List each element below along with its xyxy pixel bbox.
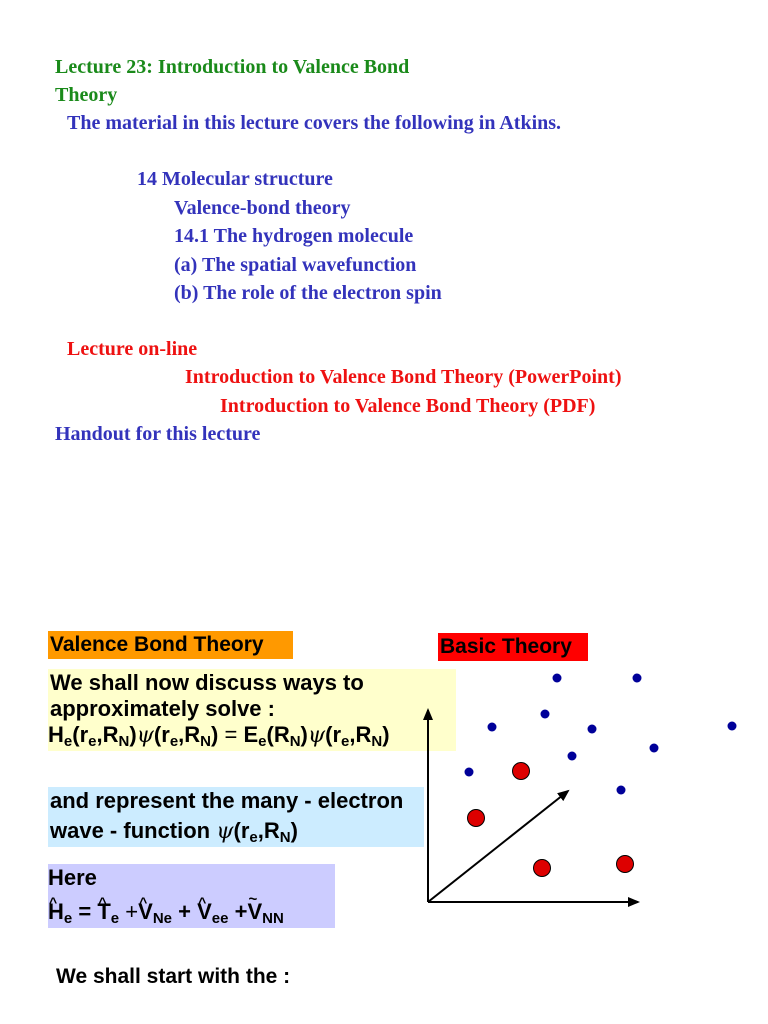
schrodinger-equation: $H_e(r_e,R_N)\psi(r_e,R_N) = E_e(R_N)\psi(r_e,R_N)$ — [48, 722, 390, 750]
electron-dot — [617, 786, 626, 795]
electron-dot — [650, 744, 659, 753]
lecture-title-line1: Lecture 23: Introduction to Valence Bond — [55, 56, 410, 78]
contents-item-b: (b) The role of the electron spin — [174, 282, 442, 304]
link-powerpoint[interactable]: Introduction to Valence Bond Theory (PowerPoint) — [185, 366, 622, 388]
nuclei — [468, 763, 634, 877]
represent-line1: and represent the many - electron — [50, 788, 404, 813]
basic-theory-label: Basic Theory — [440, 635, 572, 658]
nucleus-dot — [617, 856, 634, 873]
nucleus-dot — [513, 763, 530, 780]
electron-dot — [488, 723, 497, 732]
electron-dot — [633, 674, 642, 683]
electron-dot — [588, 725, 597, 734]
handout-link[interactable]: Handout for this lecture — [55, 423, 261, 445]
hamiltonian-equation: ^ $H_e$ = ^ $T_e$ +^ $V_{Ne}$ + ^ $V_{ee}$ +~ $V_{NN}$ — [48, 898, 284, 925]
represent-line2: wave - function $\psi(r_e,R_N)$ — [50, 818, 298, 846]
position-vector-arrow — [428, 791, 568, 902]
start-with-line: We shall start with the : — [56, 965, 291, 988]
electron-dot — [568, 752, 577, 761]
nucleus-dot — [468, 810, 485, 827]
link-pdf[interactable]: Introduction to Valence Bond Theory (PDF) — [220, 395, 596, 417]
online-heading: Lecture on-line — [67, 338, 198, 360]
electron-dot — [541, 710, 550, 719]
electron-dot — [465, 768, 474, 777]
contents-item-a: (a) The spatial wavefunction — [174, 254, 417, 276]
slide-title: Valence Bond Theory — [50, 633, 264, 656]
contents-subsection: 14.1 The hydrogen molecule — [174, 225, 414, 247]
here-label: Here — [48, 865, 97, 890]
atkins-note: The material in this lecture covers the following in Atkins. — [67, 112, 562, 134]
nucleus-dot — [534, 860, 551, 877]
intro-line2: approximately solve : — [50, 696, 275, 721]
lecture-title-line2: Theory — [55, 84, 118, 106]
contents-section: Valence-bond theory — [174, 197, 351, 219]
electrons — [465, 674, 737, 795]
electron-dot — [553, 674, 562, 683]
electron-dot — [728, 722, 737, 731]
intro-line1: We shall now discuss ways to — [50, 670, 364, 695]
contents-chapter: 14 Molecular structure — [137, 168, 333, 190]
